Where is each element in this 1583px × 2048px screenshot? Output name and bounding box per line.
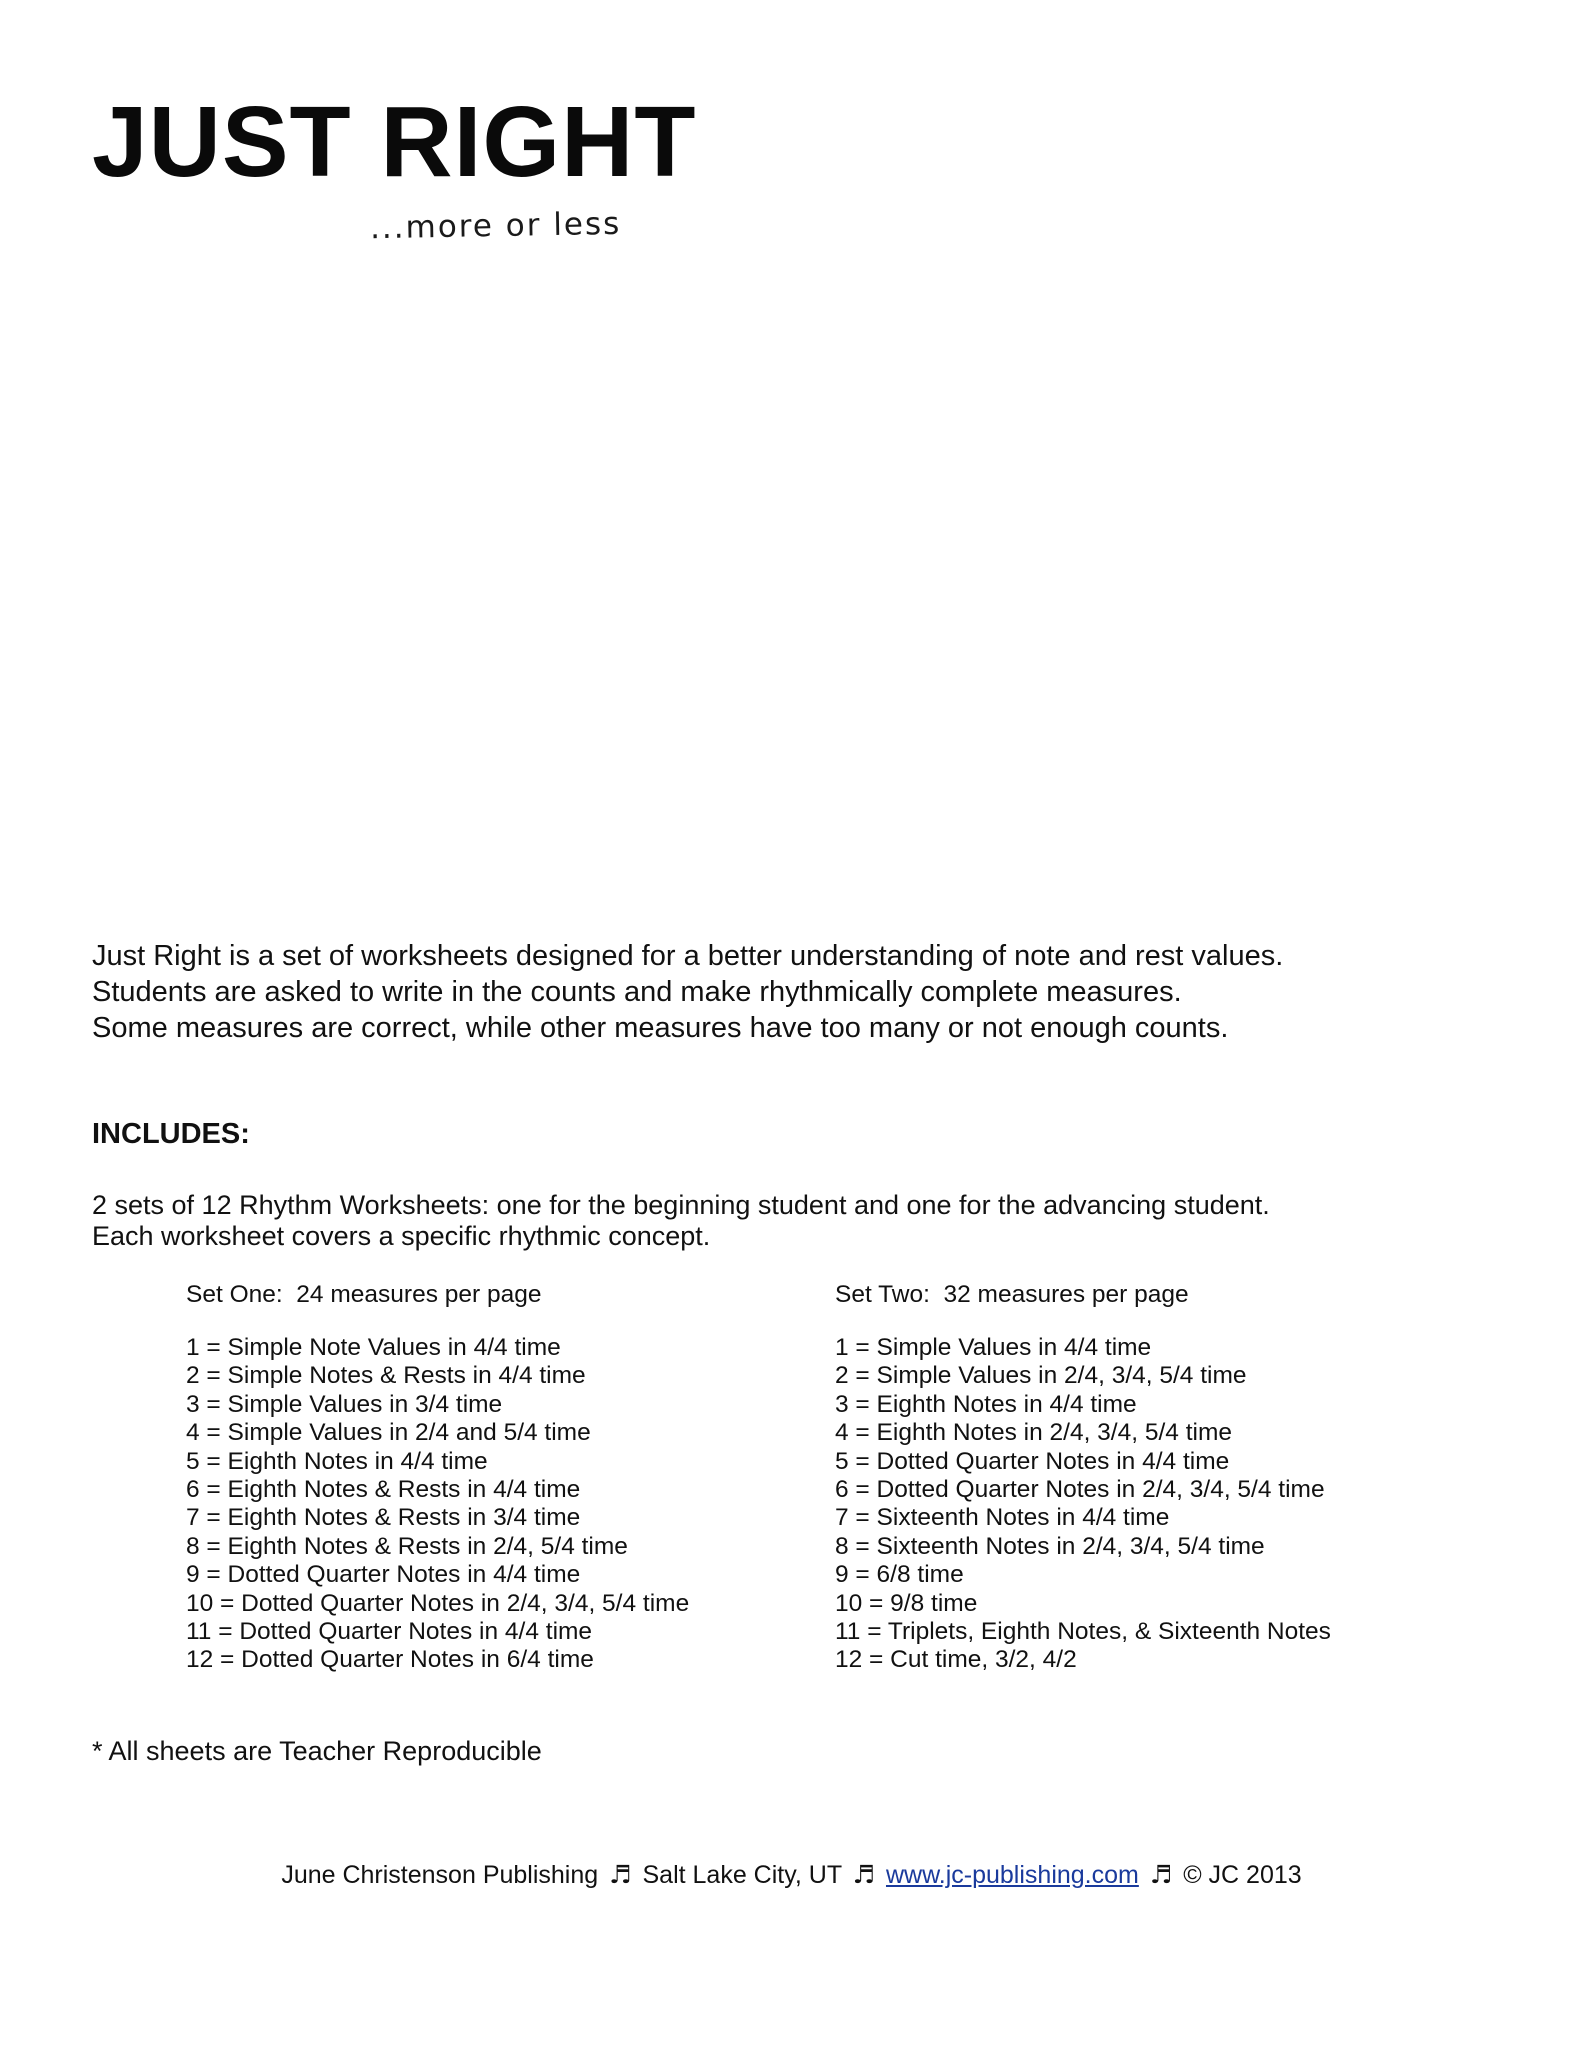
reproducible-note: * All sheets are Teacher Reproducible (92, 1736, 542, 1766)
list-item: 1 = Simple Note Values in 4/4 time (186, 1334, 561, 1361)
list-item: 11 = Dotted Quarter Notes in 4/4 time (186, 1618, 593, 1646)
intro-line: Just Right is a set of worksheets designed for a better understanding of note and rest values. (92, 940, 1284, 972)
list-item: 7 = Eighth Notes & Rests in 3/4 time (186, 1504, 581, 1532)
list-item: 10 = Dotted Quarter Notes in 2/4, 3/4, 5/4 time (186, 1589, 690, 1617)
intro-line: Some measures are correct, while other measures have too many or not enough counts. (92, 1012, 1229, 1044)
intro-line: Students are asked to write in the counts and make rhythmically complete measures. (92, 976, 1182, 1008)
list-item: 10 = 9/8 time (835, 1589, 978, 1617)
set-two-column (835, 1280, 1331, 1675)
list-item: 2 = Simple Values in 2/4, 3/4, 5/4 time (835, 1362, 1247, 1390)
music-note-icon: ♬ (852, 1860, 876, 1889)
music-note-icon: ♬ (609, 1860, 632, 1889)
intro-paragraph (92, 938, 1283, 1046)
list-item: 9 = Dotted Quarter Notes in 4/4 time (186, 1561, 581, 1589)
list-item: 1 = Simple Values in 4/4 time (835, 1334, 1152, 1361)
list-item: 4 = Eighth Notes in 2/4, 3/4, 5/4 time (835, 1419, 1233, 1447)
list-item: 12 = Dotted Quarter Notes in 6/4 time (186, 1646, 594, 1674)
page-subtitle: ...more or less (369, 205, 622, 247)
set-one-heading: Set One: 24 measures per page (186, 1281, 542, 1308)
website-link[interactable]: www.jc-publishing.com (885, 1861, 1139, 1889)
description-line: 2 sets of 12 Rhythm Worksheets: one for the beginning student and one for the advancing student. (92, 1190, 1270, 1220)
list-item: 3 = Simple Values in 3/4 time (186, 1390, 503, 1418)
list-item: 9 = 6/8 time (835, 1561, 964, 1589)
list-item: 8 = Eighth Notes & Rests in 2/4, 5/4 time (186, 1532, 628, 1560)
list-item: 6 = Eighth Notes & Rests in 4/4 time (186, 1476, 581, 1504)
music-note-icon: ♬ (1149, 1860, 1173, 1889)
publisher-location: Salt Lake City, UT (642, 1861, 842, 1889)
footer (0, 1860, 1583, 1890)
set-one-column (186, 1280, 689, 1675)
description-line: Each worksheet covers a specific rhythmic concept. (92, 1221, 711, 1251)
includes-description (92, 1190, 1270, 1252)
list-item: 5 = Dotted Quarter Notes in 4/4 time (835, 1447, 1230, 1475)
list-item: 2 = Simple Notes & Rests in 4/4 time (186, 1362, 586, 1390)
includes-heading: INCLUDES: (92, 1118, 250, 1150)
list-item: 6 = Dotted Quarter Notes in 2/4, 3/4, 5/4 time (835, 1476, 1325, 1504)
copyright: © JC 2013 (1183, 1861, 1302, 1889)
set-two-heading: Set Two: 32 measures per page (835, 1281, 1189, 1308)
set-one-list (186, 1334, 689, 1675)
list-item: 7 = Sixteenth Notes in 4/4 time (835, 1504, 1170, 1532)
publisher-name: June Christenson Publishing (281, 1861, 599, 1889)
list-item: 4 = Simple Values in 2/4 and 5/4 time (186, 1419, 591, 1447)
list-item: 3 = Eighth Notes in 4/4 time (835, 1390, 1137, 1418)
list-item: 5 = Eighth Notes in 4/4 time (186, 1447, 488, 1475)
list-item: 11 = Triplets, Eighth Notes, & Sixteenth Notes (835, 1618, 1331, 1646)
set-two-list (835, 1334, 1331, 1675)
page-title: JUST RIGHT (92, 86, 697, 198)
list-item: 12 = Cut time, 3/2, 4/2 (835, 1646, 1077, 1674)
list-item: 8 = Sixteenth Notes in 2/4, 3/4, 5/4 time (835, 1532, 1265, 1560)
